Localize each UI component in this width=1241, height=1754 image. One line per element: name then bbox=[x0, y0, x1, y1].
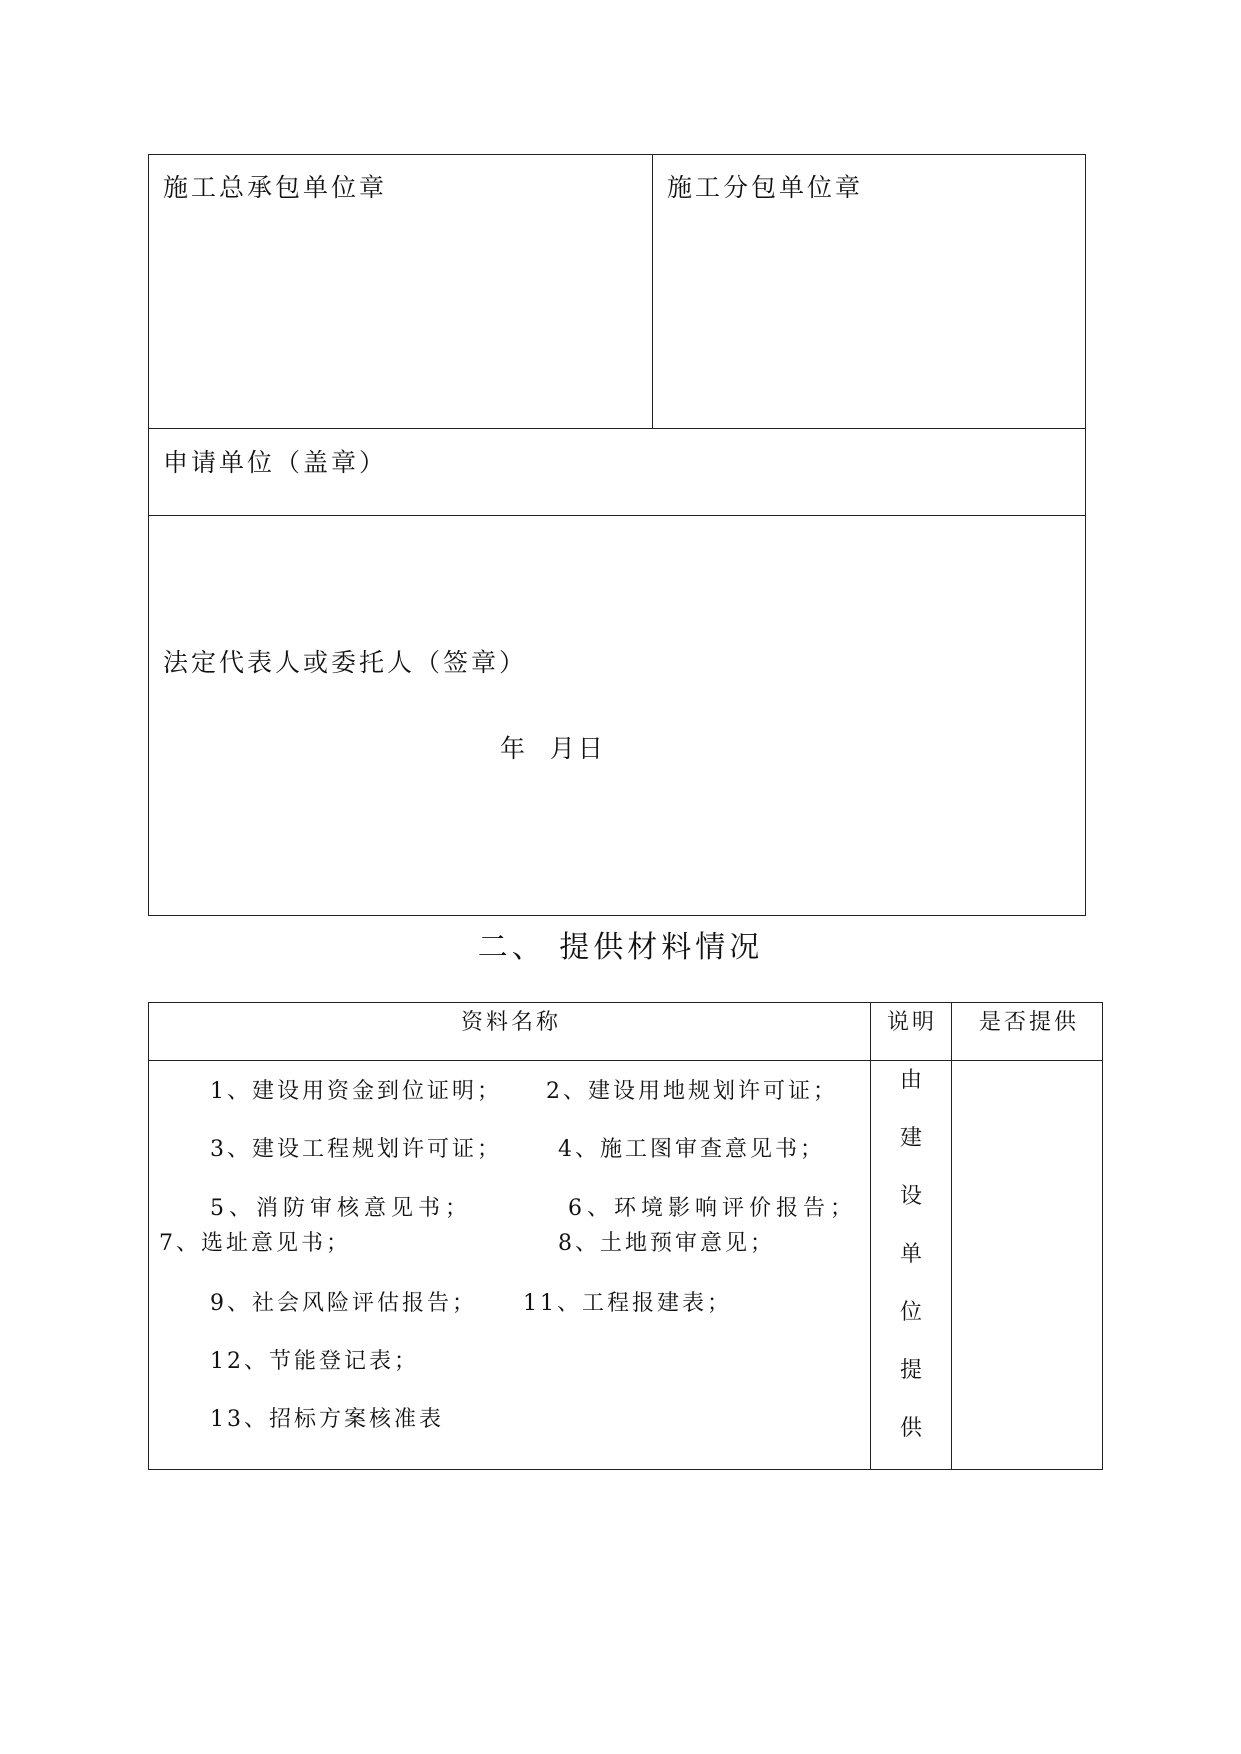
material-item: 7、选址意见书； bbox=[159, 1231, 351, 1256]
note-char: 单 bbox=[899, 1242, 922, 1267]
header-provided: 是否提供 bbox=[979, 1010, 1080, 1035]
material-item: 3、建设工程规划许可证； bbox=[210, 1137, 502, 1162]
material-item: 6、环境影响评价报告； bbox=[568, 1196, 857, 1221]
header-material-name: 资料名称 bbox=[461, 1010, 562, 1035]
material-item: 5、消防审核意见书； bbox=[210, 1196, 472, 1221]
applicant-seal-label: 申请单位（盖章） bbox=[163, 448, 388, 477]
material-item: 2、建设用地规划许可证； bbox=[546, 1079, 838, 1104]
note-char: 供 bbox=[899, 1416, 922, 1441]
materials-provided-cell bbox=[951, 1060, 1103, 1470]
material-item: 12、节能登记表； bbox=[210, 1349, 419, 1374]
general-contractor-seal-label: 施工总承包单位章 bbox=[163, 173, 388, 202]
note-char: 设 bbox=[899, 1184, 922, 1209]
legal-rep-signature-cell bbox=[148, 515, 1086, 916]
section-title: 二、 提供材料情况 bbox=[477, 930, 764, 965]
legal-rep-signature-label: 法定代表人或委托人（签章） bbox=[163, 648, 528, 677]
material-item: 9、社会风险评估报告； bbox=[210, 1291, 477, 1316]
note-char: 提 bbox=[899, 1358, 922, 1383]
note-char: 由 bbox=[899, 1068, 922, 1093]
note-char: 建 bbox=[899, 1126, 922, 1151]
subcontractor-seal-label: 施工分包单位章 bbox=[667, 173, 864, 202]
material-item: 1、建设用资金到位证明； bbox=[210, 1079, 502, 1104]
material-item: 13、招标方案核准表 bbox=[210, 1407, 444, 1432]
material-item: 11、工程报建表； bbox=[523, 1291, 732, 1316]
material-item: 4、施工图审查意见书； bbox=[558, 1137, 825, 1162]
material-item: 8、土地预审意见； bbox=[558, 1231, 775, 1256]
note-char: 位 bbox=[899, 1300, 922, 1325]
header-note: 说明 bbox=[887, 1010, 938, 1035]
date-line: 年 月日 bbox=[500, 734, 606, 763]
